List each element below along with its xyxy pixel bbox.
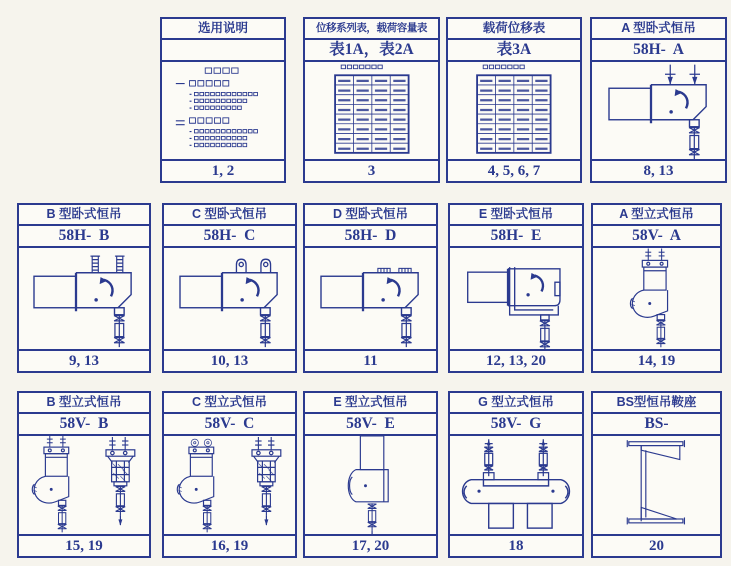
card-model-code: 58H- C (164, 226, 295, 248)
card-title: C 型立式恒吊 (164, 393, 295, 414)
card-model-code: 58V- B (19, 414, 149, 436)
card-58v-e (303, 391, 438, 558)
bs-saddle-drawing (618, 436, 695, 534)
card-58h-b (17, 203, 151, 373)
card-page-numbers: 15, 19 (19, 534, 149, 556)
type-c-horizontal-hanger-drawing (173, 250, 287, 348)
card-page-numbers: 9, 13 (19, 349, 149, 371)
hanger-drawing-wrap (593, 248, 720, 349)
hanger-drawing-wrap (305, 436, 436, 534)
type-e-vertical-hanger-drawing (334, 436, 407, 534)
card-model-code: 58H- A (592, 40, 725, 62)
card-model-code: 58V- A (593, 226, 720, 248)
type-d-horizontal-hanger-drawing (314, 250, 428, 348)
card-page-numbers: 11 (305, 349, 436, 371)
card-selection-notes (160, 17, 286, 183)
card-page-numbers: 3 (305, 159, 438, 181)
card-table-code: 表3A (448, 40, 580, 62)
type-a-vertical-hanger-drawing (623, 248, 690, 349)
card-page-numbers: 18 (450, 534, 582, 556)
card-title: B 型卧式恒吊 (19, 205, 149, 226)
table-graphic-wrap (448, 62, 580, 159)
card-title: BS型恒吊鞍座 (593, 393, 720, 414)
card-displacement-series-tables (303, 17, 440, 183)
card-title: G 型立式恒吊 (450, 393, 582, 414)
type-b-vertical-hanger-side-view (25, 436, 91, 534)
card-title: D 型卧式恒吊 (305, 205, 436, 226)
type-b-horizontal-hanger-drawing (27, 250, 141, 348)
card-page-numbers: 12, 13, 20 (450, 349, 582, 371)
card-model-code: 58H- D (305, 226, 436, 248)
card-page-numbers: 8, 13 (592, 159, 725, 181)
card-title: E 型立式恒吊 (305, 393, 436, 414)
card-model-code: 58V- E (305, 414, 436, 436)
selection-notes-text-graphic (168, 62, 278, 159)
card-title: 载荷位移表 (448, 19, 580, 40)
card-model-code: 58V- G (450, 414, 582, 436)
hanger-drawing-wrap (450, 436, 582, 534)
card-table-code: 表1A，表2A (305, 40, 438, 62)
card-load-displacement-table (446, 17, 582, 183)
card-title: E 型卧式恒吊 (450, 205, 582, 226)
card-title: 位移系列表，载荷容量表 (305, 19, 438, 40)
card-58v-a (591, 203, 722, 373)
card-title: A 型立式恒吊 (593, 205, 720, 226)
hanger-drawing-wrap (592, 62, 725, 159)
card-58v-b (17, 391, 151, 558)
table-graphic-wrap (305, 62, 438, 159)
type-c-vertical-hanger-front-view (244, 437, 289, 533)
hanger-drawing-wrap (19, 436, 149, 534)
data-table-graphic (473, 63, 555, 159)
type-e-horizontal-hanger-drawing (461, 248, 570, 349)
card-model-code: 58H- E (450, 226, 582, 248)
type-c-vertical-hanger-side-view (170, 436, 236, 534)
card-58h-e (448, 203, 584, 373)
card-58h-c (162, 203, 297, 373)
card-title: B 型立式恒吊 (19, 393, 149, 414)
card-58v-g (448, 391, 584, 558)
card-title: C 型卧式恒吊 (164, 205, 295, 226)
saddle-drawing-wrap (593, 436, 720, 534)
card-title: 选用说明 (162, 19, 284, 40)
hanger-drawing-wrap (450, 248, 582, 349)
type-a-horizontal-hanger-drawing (602, 62, 716, 159)
card-page-numbers: 17, 20 (305, 534, 436, 556)
card-model-code: BS- (593, 414, 720, 436)
card-page-numbers: 1, 2 (162, 159, 284, 181)
card-page-numbers: 20 (593, 534, 720, 556)
type-b-vertical-hanger-front-view (98, 437, 143, 533)
card-title: A 型卧式恒吊 (592, 19, 725, 40)
hanger-drawing-wrap (305, 248, 436, 349)
hanger-drawing-wrap (164, 436, 295, 534)
data-table-graphic (331, 63, 413, 159)
card-58h-d (303, 203, 438, 373)
card-page-numbers: 16, 19 (164, 534, 295, 556)
card-page-numbers: 4, 5, 6, 7 (448, 159, 580, 181)
card-bs-saddle (591, 391, 722, 558)
card-model-code (162, 40, 284, 62)
card-model-code: 58H- B (19, 226, 149, 248)
card-58v-c (162, 391, 297, 558)
hanger-drawing-wrap (19, 248, 149, 349)
selection-notes-graphic (162, 62, 284, 159)
card-58h-a (590, 17, 727, 183)
card-page-numbers: 10, 13 (164, 349, 295, 371)
card-model-code: 58V- C (164, 414, 295, 436)
hanger-drawing-wrap (164, 248, 295, 349)
type-g-vertical-hanger-drawing (450, 436, 582, 534)
card-page-numbers: 14, 19 (593, 349, 720, 371)
